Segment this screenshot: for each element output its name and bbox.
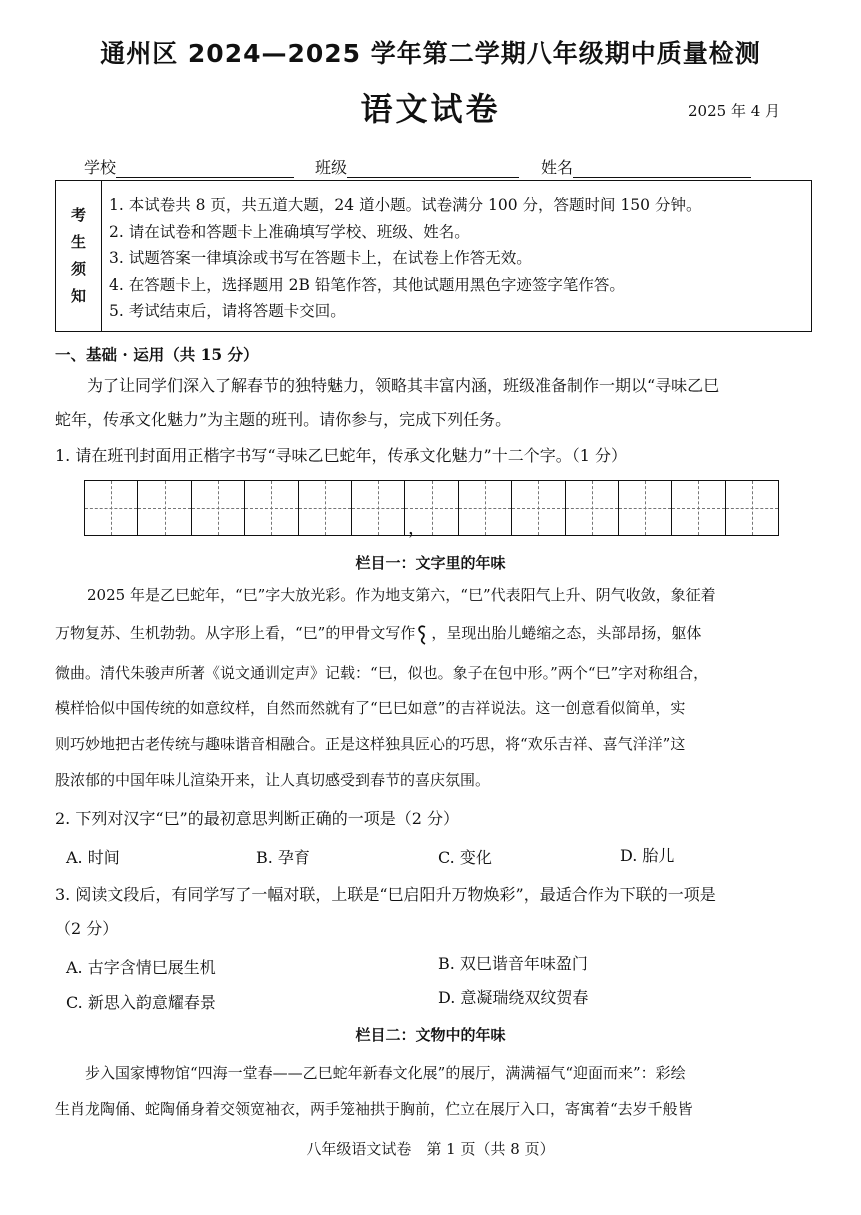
grid-cell (566, 481, 619, 535)
intro-paragraph-line: 蛇年，传承文化魅力”为主题的班刊。请你参与，完成下列任务。 (55, 410, 512, 429)
name-blank (573, 159, 751, 178)
exam-title: 通州区 2024—2025 学年第二学期八年级期中质量检测 (100, 39, 761, 68)
column-1-line: 模样恰似中国传统的如意纹样，自然而然就有了“巳巳如意”的吉祥说法。这一创意看似简单，实 (55, 699, 686, 717)
grid-cell (672, 481, 725, 535)
exam-date: 2025 年 4 月 (688, 102, 781, 120)
name-field (541, 155, 751, 178)
q3-option-a: A. 古字含情巳展生机 (66, 958, 216, 977)
grid-cell (512, 481, 565, 535)
q3-option-b: B. 双巳谐音年味盈门 (438, 954, 588, 973)
grid-cell (85, 481, 138, 535)
exam-subtitle: 语文试卷 (360, 90, 501, 128)
notice-list (109, 192, 701, 325)
notice-box (55, 180, 812, 332)
question-3-score: （2 分） (55, 919, 119, 938)
grid-cell (245, 481, 298, 535)
notice-item: 5. 考试结束后，请将答题卡交回。 (109, 302, 346, 320)
question-3: 3. 阅读文段后，有同学写了一幅对联，上联是“巳启阳升万物焕彩”，最适合作为下联的一项是 (55, 885, 716, 904)
column-1-line: 万物复苏、生机勃勃。从字形上看，“巳”的甲骨文写作 ，呈现出胎儿蜷缩之态，头部昂扬，躯体 (55, 617, 815, 650)
page-footer: 八年级语文试卷 第 1 页（共 8 页） (306, 1140, 555, 1158)
column-2-line: 步入国家博物馆“四海一堂春——乙巳蛇年新春文化展”的展厅，满满福气“迎面而来”：彩绘 (85, 1064, 686, 1082)
column-1-line: 2025 年是乙巳蛇年，“巳”字大放光彩。作为地支第六，“巳”代表阳气上升、阴气收敛，象征着 (87, 586, 716, 604)
column-2-line: 生肖龙陶俑、蛇陶俑身着交领宽袖衣，两手笼袖拱于胸前，伫立在展厅入口，寄寓着“去岁千般皆 (55, 1100, 693, 1118)
grid-cell (299, 481, 352, 535)
question-2: 2. 下列对汉字“巳”的最初意思判断正确的一项是（2 分） (55, 809, 459, 828)
notice-item: 2. 请在试卷和答题卡上准确填写学校、班级、姓名。 (109, 222, 470, 241)
question-1: 1. 请在班刊封面用正楷字书写“寻味乙巳蛇年，传承文化魅力”十二个字。（1 分） (55, 446, 627, 465)
school-blank (116, 159, 294, 178)
notice-heading: 考 生 须 知 (56, 181, 102, 331)
notice-item: 1. 本试卷共 8 页，共五道大题，24 道小题。试卷满分 100 分，答题时间 150 分钟。 (109, 196, 702, 214)
column-1-line: 股浓郁的中国年味儿渲染开来，让人真切感受到春节的喜庆氛围。 (55, 771, 491, 789)
writing-grid (84, 480, 779, 536)
grid-comma: ， (408, 518, 426, 539)
q3-option-c: C. 新思入韵意耀春景 (66, 993, 216, 1012)
class-label: 班级 (315, 158, 348, 177)
column-1-line: 则巧妙地把古老传统与趣味谐音相融合。正是这样独具匠心的巧思，将“欢乐吉祥、喜气洋洋”这 (55, 735, 686, 753)
q3-option-d: D. 意凝瑞绕双纹贺春 (438, 988, 589, 1007)
section-heading: 一、基础 · 运用（共 15 分） (55, 345, 259, 364)
grid-cell (619, 481, 672, 535)
name-label: 姓名 (541, 158, 574, 177)
school-label: 学校 (84, 158, 117, 177)
grid-cell (138, 481, 191, 535)
grid-cell (726, 481, 778, 535)
school-field (84, 155, 294, 178)
column-1-title: 栏目一：文字里的年味 (355, 554, 506, 572)
q2-option-d: D. 胎儿 (620, 846, 675, 865)
grid-cell (192, 481, 245, 535)
oracle-bone-si-icon (415, 623, 431, 645)
column-2-title: 栏目二：文物中的年味 (355, 1026, 506, 1044)
grid-cell (352, 481, 405, 535)
notice-item: 3. 试题答案一律填涂或书写在答题卡上，在试卷上作答无效。 (109, 249, 532, 267)
class-blank (347, 159, 519, 178)
grid-cell (459, 481, 512, 535)
column-1-line: 微曲。清代朱骏声所著《说文通训定声》记载：“巳，似也。象子在包中形。”两个“巳”字对称组合， (55, 664, 709, 682)
class-field (315, 155, 519, 178)
intro-paragraph-line: 为了让同学们深入了解春节的独特魅力，领略其丰富内涵，班级准备制作一期以“寻味乙巳 (87, 376, 720, 395)
q2-option-b: B. 孕育 (256, 848, 310, 867)
q2-option-a: A. 时间 (66, 848, 120, 867)
q2-option-c: C. 变化 (438, 848, 492, 867)
notice-item: 4. 在答题卡上，选择题用 2B 铅笔作答，其他试题用黑色字迹签字笔作答。 (109, 275, 625, 294)
